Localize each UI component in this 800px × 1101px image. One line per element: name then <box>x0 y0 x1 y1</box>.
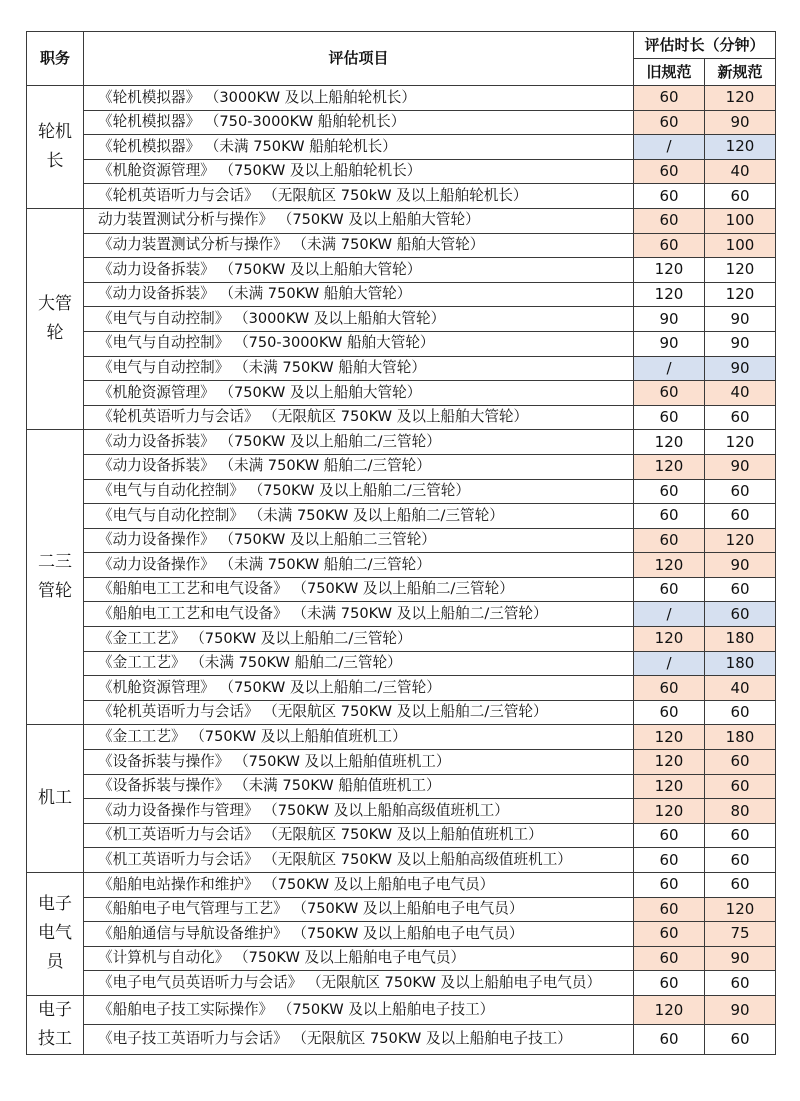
table-row <box>27 946 776 971</box>
new-duration-cell: 120 <box>705 135 776 160</box>
assessment-item-cell: 《动力设备拆装》 （未满 750KW 船舶二/三管轮） <box>84 454 634 479</box>
old-duration-cell: 60 <box>634 676 705 701</box>
role-cell <box>27 86 84 209</box>
header-row-1 <box>27 32 776 59</box>
assessment-item-cell: 《电子电气员英语听力与会话》 （无限航区 750KW 及以上船舶电子电气员） <box>84 971 634 996</box>
old-duration-cell: 120 <box>634 627 705 652</box>
new-duration-cell: 90 <box>705 331 776 356</box>
assessment-item-cell: 《动力设备拆装》 （未满 750KW 船舶大管轮） <box>84 282 634 307</box>
old-duration-cell: 60 <box>634 700 705 725</box>
table-row <box>27 602 776 627</box>
role-label-line: 电子 <box>38 999 72 1020</box>
table-row <box>27 454 776 479</box>
new-duration-cell: 75 <box>705 922 776 947</box>
old-duration-cell: 60 <box>634 110 705 135</box>
new-duration-cell: 60 <box>705 504 776 529</box>
new-duration-cell: 180 <box>705 725 776 750</box>
new-duration-cell: 40 <box>705 159 776 184</box>
assessment-item-cell: 《计算机与自动化》 （750KW 及以上船舶电子电气员） <box>84 946 634 971</box>
old-duration-cell: / <box>634 602 705 627</box>
assessment-item-cell: 《动力设备拆装》 （750KW 及以上船舶二/三管轮） <box>84 430 634 455</box>
table-body <box>27 86 776 1055</box>
new-duration-cell: 60 <box>705 848 776 873</box>
old-duration-cell: 60 <box>634 233 705 258</box>
assessment-item-cell: 《金工工艺》 （750KW 及以上船舶二/三管轮） <box>84 627 634 652</box>
table-row <box>27 553 776 578</box>
old-duration-cell: 120 <box>634 553 705 578</box>
old-duration-cell: 60 <box>634 577 705 602</box>
new-duration-cell: 90 <box>705 307 776 332</box>
table-row <box>27 504 776 529</box>
new-duration-cell: 60 <box>705 479 776 504</box>
table-row <box>27 897 776 922</box>
table-row <box>27 86 776 111</box>
old-duration-cell: 60 <box>634 823 705 848</box>
old-duration-cell: 60 <box>634 873 705 898</box>
role-cell <box>27 208 84 429</box>
new-duration-cell: 60 <box>705 971 776 996</box>
assessment-item-cell: 《船舶电工工艺和电气设备》 （750KW 及以上船舶二/三管轮） <box>84 577 634 602</box>
table-row <box>27 799 776 824</box>
new-duration-cell: 180 <box>705 651 776 676</box>
assessment-item-cell: 《轮机模拟器》 （750-3000KW 船舶轮机长） <box>84 110 634 135</box>
table-row <box>27 848 776 873</box>
table-row <box>27 430 776 455</box>
role-cell <box>27 430 84 725</box>
old-duration-cell: 90 <box>634 331 705 356</box>
old-duration-cell: 120 <box>634 258 705 283</box>
new-duration-cell: 60 <box>705 774 776 799</box>
old-duration-cell: 60 <box>634 1025 705 1055</box>
old-duration-cell: 120 <box>634 799 705 824</box>
new-duration-cell: 120 <box>705 86 776 111</box>
role-label-line: 管轮 <box>38 581 72 602</box>
assessment-item-cell: 《轮机英语听力与会话》 （无限航区 750KW 及以上船舶大管轮） <box>84 405 634 430</box>
assessment-item-cell: 动力装置测试分析与操作》 （750KW 及以上船舶大管轮） <box>84 208 634 233</box>
table-row <box>27 750 776 775</box>
assessment-item-cell: 《电气与自动控制》 （3000KW 及以上船舶大管轮） <box>84 307 634 332</box>
table-row <box>27 528 776 553</box>
new-duration-cell: 60 <box>705 700 776 725</box>
new-duration-cell: 90 <box>705 995 776 1025</box>
old-duration-cell: 60 <box>634 922 705 947</box>
role-label-line: 电气 <box>38 923 72 944</box>
assessment-item-cell: 《金工工艺》 （750KW 及以上船舶值班机工） <box>84 725 634 750</box>
old-duration-cell: 60 <box>634 528 705 553</box>
old-duration-cell: 60 <box>634 381 705 406</box>
old-duration-cell: 60 <box>634 897 705 922</box>
new-duration-cell: 120 <box>705 897 776 922</box>
new-duration-cell: 90 <box>705 946 776 971</box>
role-cell <box>27 995 84 1054</box>
table-row <box>27 258 776 283</box>
table-row <box>27 110 776 135</box>
role-label-line: 轮 <box>46 323 64 344</box>
old-duration-cell: 60 <box>634 479 705 504</box>
assessment-item-cell: 《设备拆装与操作》 （未满 750KW 船舶值班机工） <box>84 774 634 799</box>
assessment-item-cell: 《电子技工英语听力与会话》 （无限航区 750KW 及以上船舶电子技工） <box>84 1025 634 1055</box>
table-row <box>27 356 776 381</box>
role-cell <box>27 725 84 873</box>
assessment-item-cell: 《轮机英语听力与会话》 （无限航区 750kW 及以上船舶轮机长） <box>84 184 634 209</box>
new-duration-cell: 60 <box>705 823 776 848</box>
assessment-duration-table <box>26 31 776 1055</box>
assessment-item-cell: 《船舶通信与导航设备维护》 （750KW 及以上船舶电子电气员） <box>84 922 634 947</box>
new-duration-cell: 60 <box>705 750 776 775</box>
role-cell <box>27 873 84 996</box>
old-duration-cell: 60 <box>634 848 705 873</box>
table-row <box>27 700 776 725</box>
table-row <box>27 995 776 1025</box>
assessment-item-cell: 《船舶电站操作和维护》 （750KW 及以上船舶电子电气员） <box>84 873 634 898</box>
table-row <box>27 405 776 430</box>
assessment-item-cell: 《动力设备操作》 （750KW 及以上船舶二三管轮） <box>84 528 634 553</box>
role-label-line: 员 <box>46 952 64 973</box>
assessment-item-cell: 《船舶电工工艺和电气设备》 （未满 750KW 及以上船舶二/三管轮） <box>84 602 634 627</box>
table-row <box>27 282 776 307</box>
old-duration-cell: 60 <box>634 504 705 529</box>
role-label-line: 技工 <box>38 1028 72 1049</box>
role-label-line: 轮机 <box>38 121 72 142</box>
table-row <box>27 971 776 996</box>
table-row <box>27 233 776 258</box>
old-duration-cell: 120 <box>634 282 705 307</box>
new-duration-cell: 60 <box>705 405 776 430</box>
old-duration-cell: 60 <box>634 159 705 184</box>
new-duration-cell: 80 <box>705 799 776 824</box>
assessment-item-cell: 《轮机模拟器》 （未满 750KW 船舶轮机长） <box>84 135 634 160</box>
assessment-item-cell: 《船舶电子电气管理与工艺》 （750KW 及以上船舶电子电气员） <box>84 897 634 922</box>
assessment-item-cell: 《机工英语听力与会话》 （无限航区 750KW 及以上船舶高级值班机工） <box>84 848 634 873</box>
old-duration-cell: 120 <box>634 454 705 479</box>
assessment-table-container <box>26 31 776 1055</box>
assessment-item-cell: 《电气与自动化控制》 （未满 750KW 及以上船舶二/三管轮） <box>84 504 634 529</box>
new-duration-cell: 120 <box>705 528 776 553</box>
old-duration-cell: 120 <box>634 774 705 799</box>
old-duration-cell: 120 <box>634 430 705 455</box>
new-duration-cell: 120 <box>705 258 776 283</box>
table-row <box>27 208 776 233</box>
assessment-item-cell: 《电气与自动控制》 （未满 750KW 船舶大管轮） <box>84 356 634 381</box>
assessment-item-cell: 《动力装置测试分析与操作》 （未满 750KW 船舶大管轮） <box>84 233 634 258</box>
old-duration-cell: 60 <box>634 208 705 233</box>
assessment-item-cell: 《动力设备操作》 （未满 750KW 船舶二/三管轮） <box>84 553 634 578</box>
assessment-item-cell: 《电气与自动控制》 （750-3000KW 船舶大管轮） <box>84 331 634 356</box>
old-duration-cell: 60 <box>634 86 705 111</box>
table-row <box>27 331 776 356</box>
table-row <box>27 627 776 652</box>
assessment-item-cell: 《动力设备操作与管理》 （750KW 及以上船舶高级值班机工） <box>84 799 634 824</box>
header-role: 职务 <box>27 32 84 86</box>
assessment-item-cell: 《机舱资源管理》 （750KW 及以上船舶大管轮） <box>84 381 634 406</box>
new-duration-cell: 90 <box>705 356 776 381</box>
assessment-item-cell: 《电气与自动化控制》 （750KW 及以上船舶二/三管轮） <box>84 479 634 504</box>
old-duration-cell: 60 <box>634 971 705 996</box>
table-row <box>27 873 776 898</box>
table-row <box>27 381 776 406</box>
new-duration-cell: 90 <box>705 110 776 135</box>
new-duration-cell: 90 <box>705 454 776 479</box>
new-duration-cell: 40 <box>705 676 776 701</box>
table-row <box>27 135 776 160</box>
new-duration-cell: 60 <box>705 184 776 209</box>
table-row <box>27 823 776 848</box>
role-label-line: 长 <box>46 150 64 171</box>
header-duration: 评估时长（分钟） <box>634 32 776 59</box>
assessment-item-cell: 《机舱资源管理》 （750KW 及以上船舶轮机长） <box>84 159 634 184</box>
old-duration-cell: 60 <box>634 946 705 971</box>
table-row <box>27 1025 776 1055</box>
old-duration-cell: 90 <box>634 307 705 332</box>
table-row <box>27 651 776 676</box>
new-duration-cell: 120 <box>705 430 776 455</box>
assessment-item-cell: 《轮机模拟器》 （3000KW 及以上船舶轮机长） <box>84 86 634 111</box>
assessment-item-cell: 《设备拆装与操作》 （750KW 及以上船舶值班机工） <box>84 750 634 775</box>
old-duration-cell: / <box>634 356 705 381</box>
table-row <box>27 577 776 602</box>
old-duration-cell: 60 <box>634 405 705 430</box>
new-duration-cell: 90 <box>705 553 776 578</box>
assessment-item-cell: 《动力设备拆装》 （750KW 及以上船舶大管轮） <box>84 258 634 283</box>
role-label-line: 电子 <box>38 894 72 915</box>
table-row <box>27 922 776 947</box>
header-new-standard: 新规范 <box>705 59 776 86</box>
new-duration-cell: 60 <box>705 577 776 602</box>
assessment-item-cell: 《轮机英语听力与会话》 （无限航区 750KW 及以上船舶二/三管轮） <box>84 700 634 725</box>
old-duration-cell: / <box>634 135 705 160</box>
table-row <box>27 184 776 209</box>
new-duration-cell: 60 <box>705 602 776 627</box>
table-row <box>27 676 776 701</box>
role-label-line: 大管 <box>38 294 72 315</box>
role-label-line: 二三 <box>38 552 72 573</box>
new-duration-cell: 100 <box>705 233 776 258</box>
old-duration-cell: 120 <box>634 725 705 750</box>
header-old-standard: 旧规范 <box>634 59 705 86</box>
assessment-item-cell: 《船舶电子技工实际操作》 （750KW 及以上船舶电子技工） <box>84 995 634 1025</box>
assessment-item-cell: 《金工工艺》 （未满 750KW 船舶二/三管轮） <box>84 651 634 676</box>
header-item: 评估项目 <box>84 32 634 86</box>
old-duration-cell: 120 <box>634 995 705 1025</box>
old-duration-cell: / <box>634 651 705 676</box>
new-duration-cell: 180 <box>705 627 776 652</box>
new-duration-cell: 60 <box>705 873 776 898</box>
table-row <box>27 307 776 332</box>
table-row <box>27 774 776 799</box>
new-duration-cell: 60 <box>705 1025 776 1055</box>
assessment-item-cell: 《机舱资源管理》 （750KW 及以上船舶二/三管轮） <box>84 676 634 701</box>
new-duration-cell: 100 <box>705 208 776 233</box>
table-row <box>27 479 776 504</box>
old-duration-cell: 60 <box>634 184 705 209</box>
new-duration-cell: 120 <box>705 282 776 307</box>
new-duration-cell: 40 <box>705 381 776 406</box>
old-duration-cell: 120 <box>634 750 705 775</box>
table-row <box>27 159 776 184</box>
table-row <box>27 725 776 750</box>
assessment-item-cell: 《机工英语听力与会话》 （无限航区 750KW 及以上船舶值班机工） <box>84 823 634 848</box>
role-label-line: 机工 <box>38 788 72 809</box>
